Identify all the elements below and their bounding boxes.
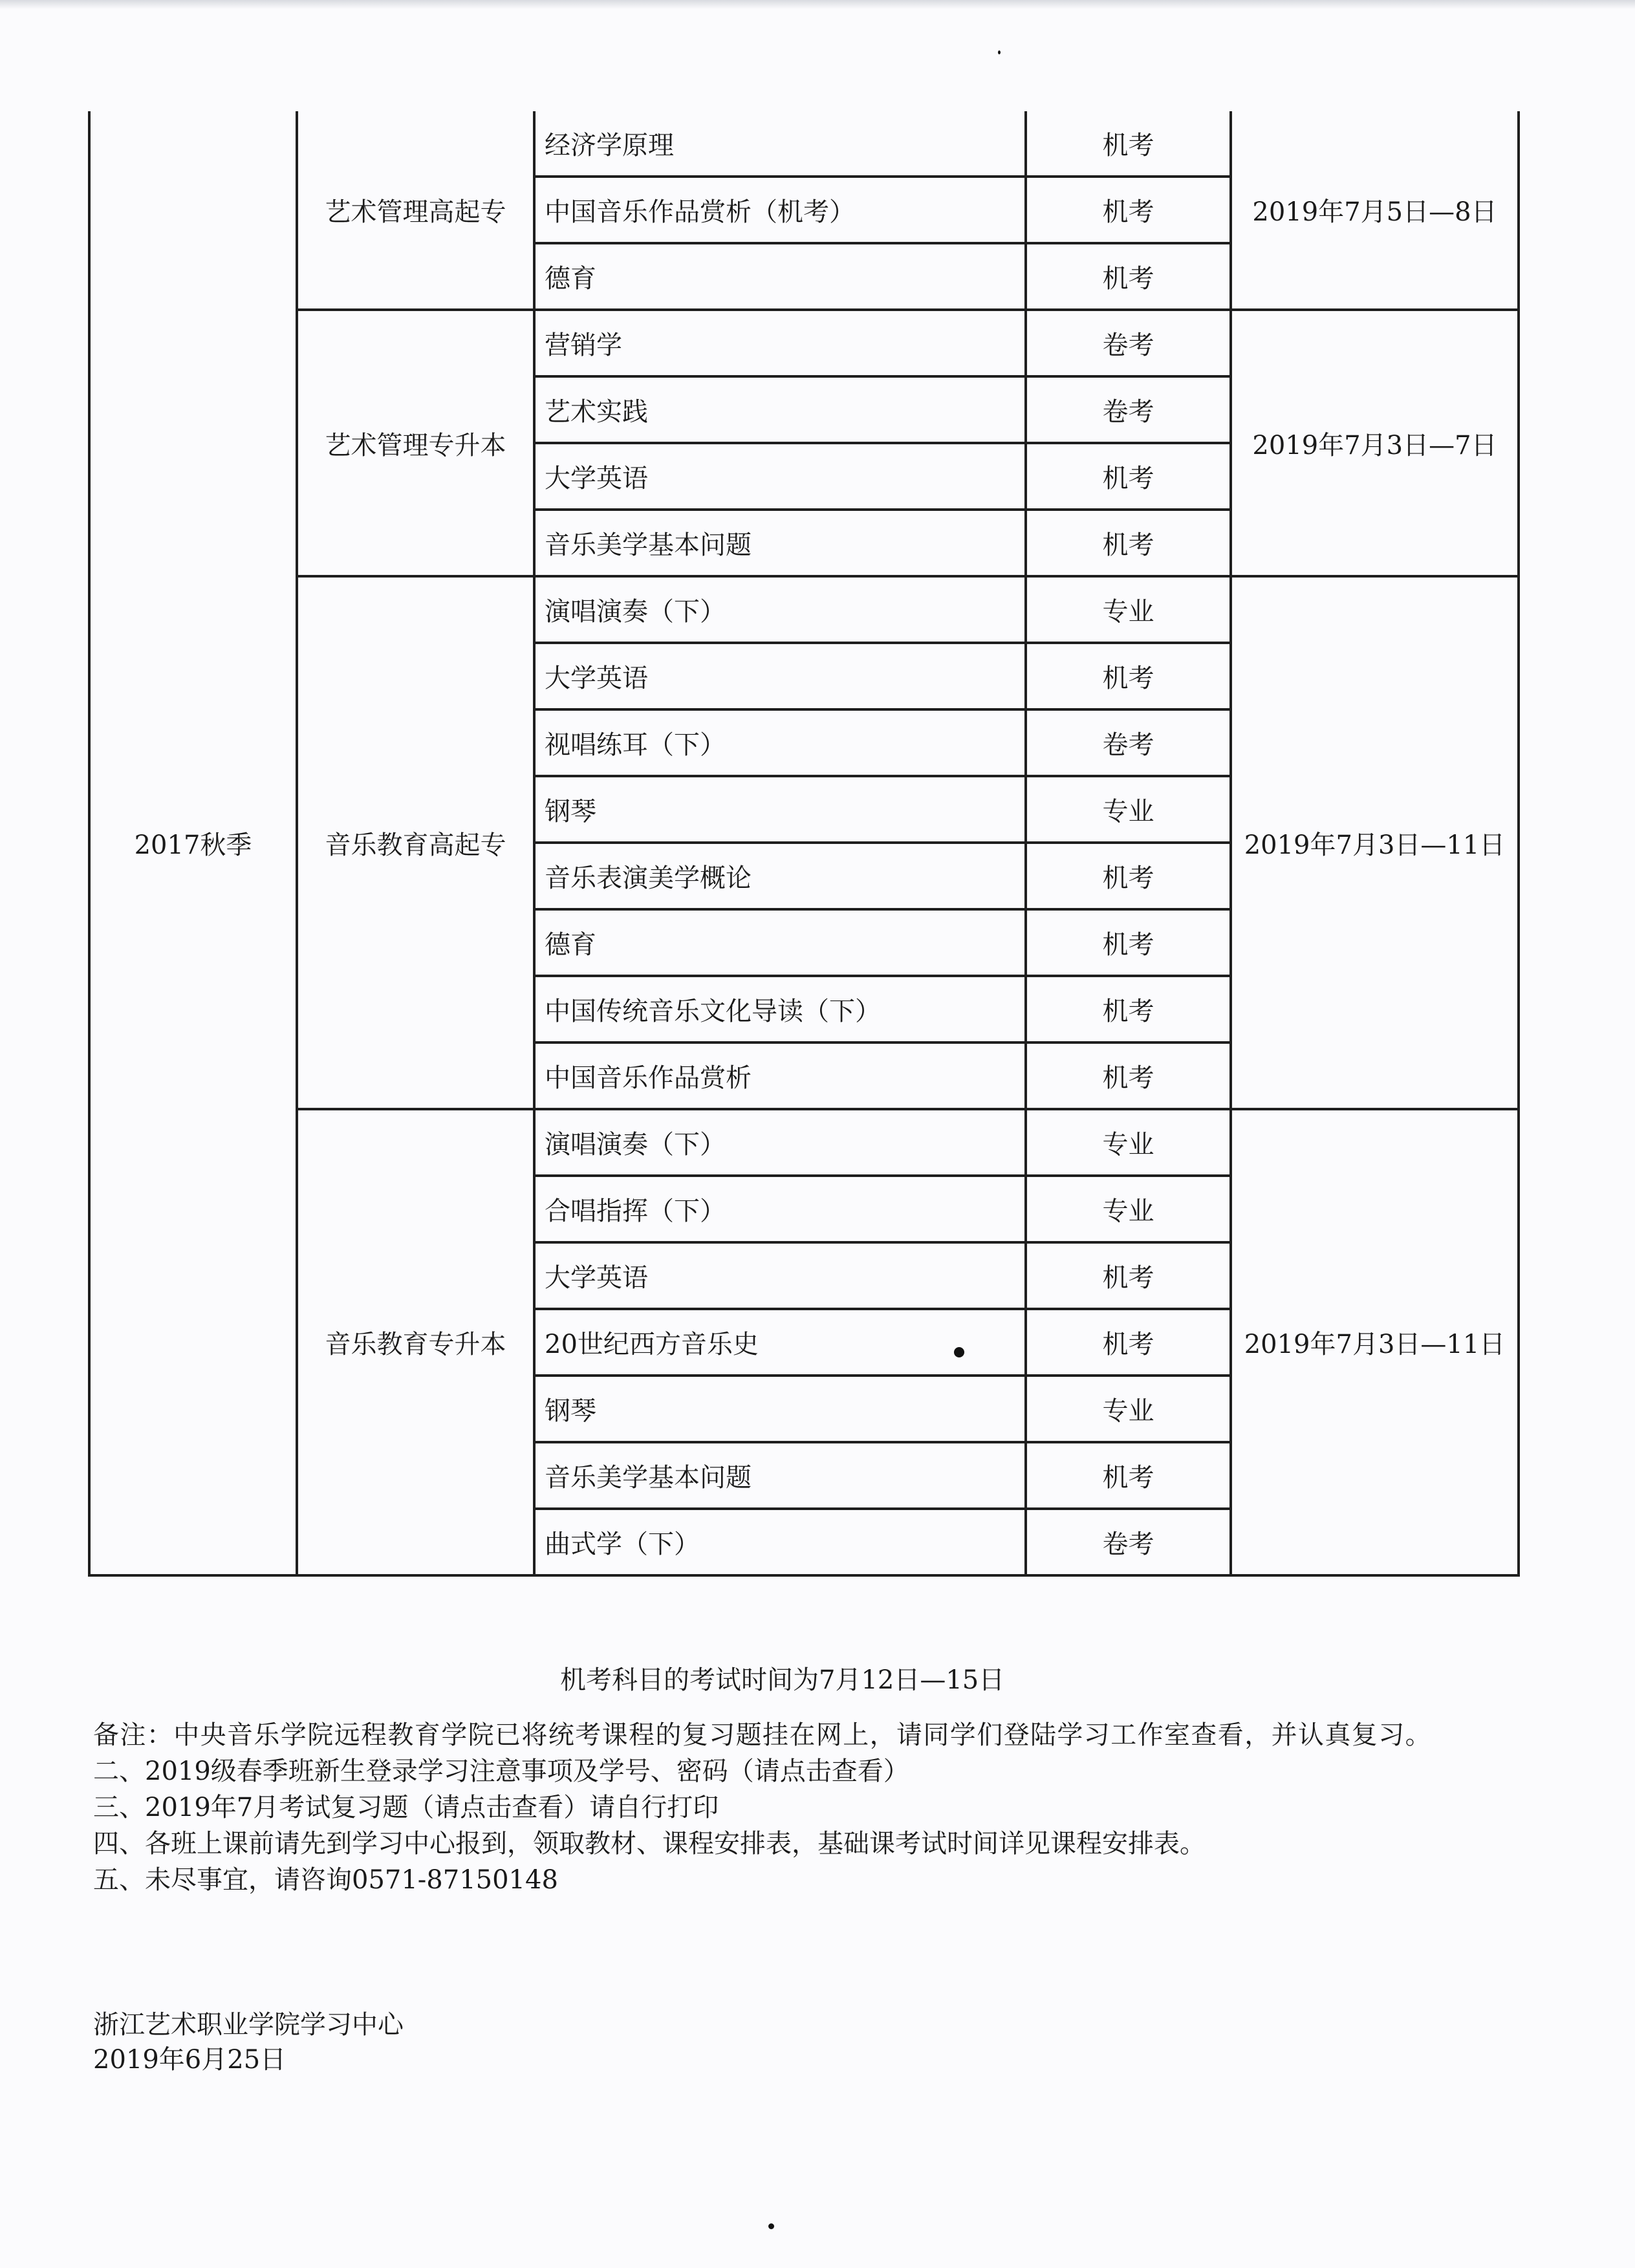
table-row (89, 1109, 1519, 1176)
remark-line: 二、2019级春季班新生登录学习注意事项及学号、密码（请点击查看） (93, 1756, 909, 1786)
course-name-cell: 钢琴 (534, 776, 1026, 843)
semester-cell: 2017秋季 (89, 111, 297, 1575)
exam-type-cell: 机考 (1026, 443, 1231, 510)
exam-type-cell: 机考 (1026, 111, 1231, 177)
course-name-cell: 中国音乐作品赏析 (534, 1042, 1026, 1109)
exam-date-cell: 2019年7月3日—7日 (1231, 310, 1519, 576)
table-row (89, 111, 1519, 177)
course-name-cell: 曲式学（下） (534, 1509, 1026, 1575)
exam-type-cell: 机考 (1026, 1442, 1231, 1509)
scan-speck (998, 50, 1001, 54)
exam-date-cell: 2019年7月5日—8日 (1231, 111, 1519, 310)
exam-type-cell: 卷考 (1026, 376, 1231, 443)
signature-date: 2019年6月25日 (93, 2045, 287, 2075)
remark-line: 备注：中央音乐学院远程教育学院已将统考课程的复习题挂在网上，请同学们登陆学习工作室查看，并认真复习。 (93, 1720, 1432, 1750)
exam-type-cell: 机考 (1026, 909, 1231, 976)
course-name-cell: 大学英语 (534, 1242, 1026, 1309)
exam-type-cell: 机考 (1026, 1042, 1231, 1109)
course-name-cell: 德育 (534, 243, 1026, 310)
exam-schedule-table (88, 111, 1520, 1577)
exam-date-cell: 2019年7月3日—11日 (1231, 576, 1519, 1109)
course-name-cell: 音乐美学基本问题 (534, 510, 1026, 576)
exam-type-cell: 卷考 (1026, 709, 1231, 776)
course-name-cell: 艺术实践 (534, 376, 1026, 443)
course-name-cell: 德育 (534, 909, 1026, 976)
course-name-cell: 演唱演奏（下） (534, 1109, 1026, 1176)
course-name-cell: 中国传统音乐文化导读（下） (534, 976, 1026, 1042)
major-cell: 音乐教育高起专 (297, 576, 534, 1109)
course-name-cell: 20世纪西方音乐史 (534, 1309, 1026, 1376)
exam-type-cell: 机考 (1026, 976, 1231, 1042)
major-cell: 艺术管理高起专 (297, 111, 534, 310)
course-name-cell: 营销学 (534, 310, 1026, 376)
remark-line: 三、2019年7月考试复习题（请点击查看）请自行打印 (93, 1793, 719, 1822)
course-name-cell: 音乐美学基本问题 (534, 1442, 1026, 1509)
exam-type-cell: 机考 (1026, 1309, 1231, 1376)
exam-type-cell: 卷考 (1026, 1509, 1231, 1575)
course-name-cell: 视唱练耳（下） (534, 709, 1026, 776)
exam-type-cell: 机考 (1026, 843, 1231, 909)
course-name-cell: 中国音乐作品赏析（机考） (534, 177, 1026, 243)
exam-type-cell: 机考 (1026, 177, 1231, 243)
exam-type-cell: 机考 (1026, 243, 1231, 310)
exam-type-cell: 专业 (1026, 576, 1231, 643)
table-row (89, 310, 1519, 376)
exam-type-cell: 专业 (1026, 776, 1231, 843)
course-name-cell: 合唱指挥（下） (534, 1176, 1026, 1242)
course-name-cell: 音乐表演美学概论 (534, 843, 1026, 909)
remark-line: 四、各班上课前请先到学习中心报到，领取教材、课程安排表，基础课考试时间详见课程安排表。 (93, 1829, 1206, 1859)
course-name-cell: 钢琴 (534, 1376, 1026, 1442)
course-name-cell: 演唱演奏（下） (534, 576, 1026, 643)
major-cell: 音乐教育专升本 (297, 1109, 534, 1575)
exam-date-cell: 2019年7月3日—11日 (1231, 1109, 1519, 1575)
exam-type-cell: 机考 (1026, 510, 1231, 576)
exam-type-cell: 专业 (1026, 1109, 1231, 1176)
exam-type-cell: 专业 (1026, 1376, 1231, 1442)
major-cell: 艺术管理专升本 (297, 310, 534, 576)
scan-top-edge (0, 0, 1635, 9)
course-name-cell: 大学英语 (534, 443, 1026, 510)
exam-type-cell: 卷考 (1026, 310, 1231, 376)
scan-speck (768, 2223, 774, 2229)
course-name-cell: 大学英语 (534, 643, 1026, 709)
remark-line: 五、未尽事宜，请咨询0571-87150148 (93, 1865, 558, 1895)
exam-schedule-body (89, 111, 1519, 1575)
exam-type-cell: 机考 (1026, 1242, 1231, 1309)
table-row (89, 576, 1519, 643)
exam-type-cell: 机考 (1026, 643, 1231, 709)
course-name-cell: 经济学原理 (534, 111, 1026, 177)
signature-org: 浙江艺术职业学院学习中心 (93, 2010, 404, 2040)
exam-type-cell: 专业 (1026, 1176, 1231, 1242)
remarks (93, 1717, 1535, 1898)
machine-exam-note: 机考科目的考试时间为7月12日—15日 (560, 1665, 1005, 1695)
